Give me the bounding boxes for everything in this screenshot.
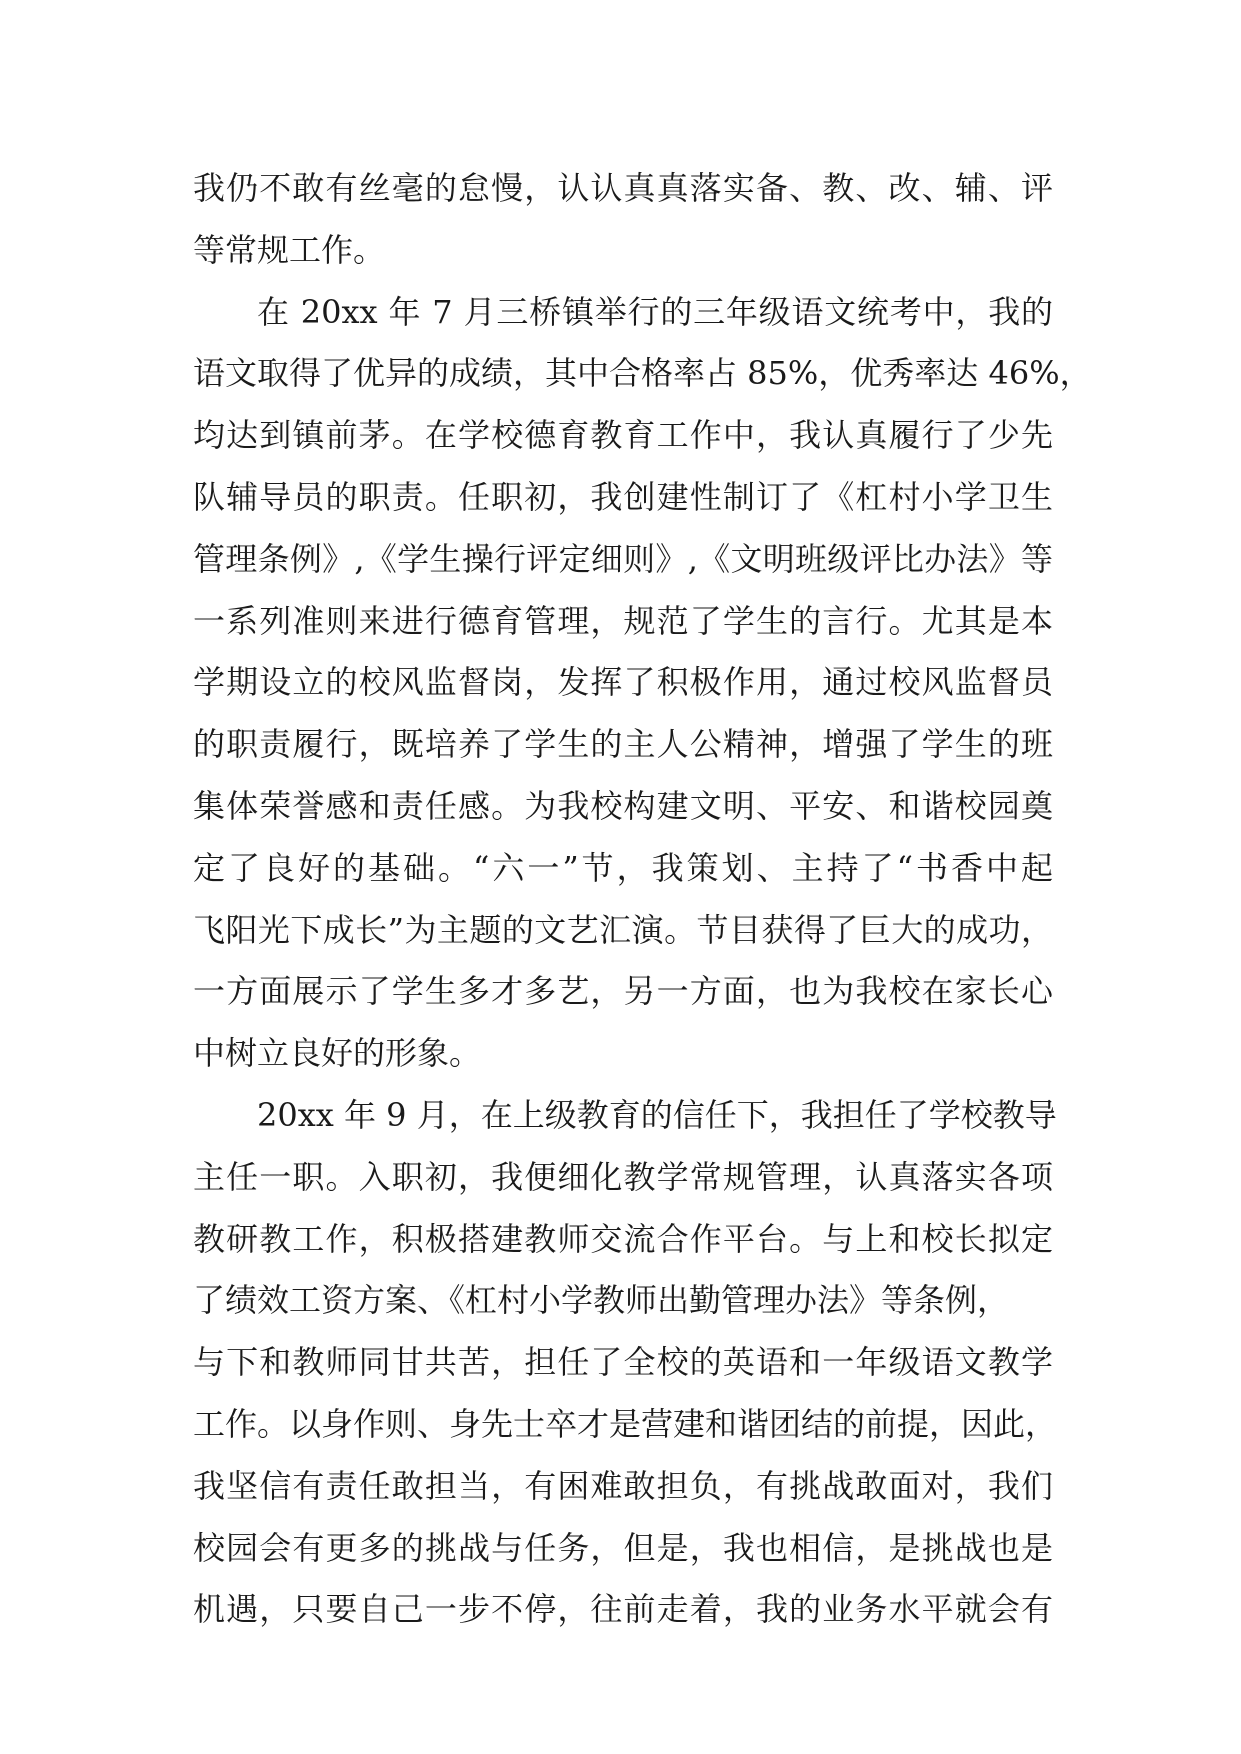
text-line: 定了良好的基础。“六一”节，我策划、主持了“书香中起 <box>193 848 1053 887</box>
text-line: 学期设立的校风监督岗，发挥了积极作用，通过校风监督员 <box>193 663 1053 702</box>
text-line: 语文取得了优异的成绩，其中合格率占 85%，优秀率达 46%， <box>193 354 1092 393</box>
text-line: 中树立良好的形象。 <box>193 1034 482 1073</box>
text-line: 均达到镇前茅。在学校德育教育工作中，我认真履行了少先 <box>193 416 1053 455</box>
text-line: 机遇，只要自己一步不停，往前走着，我的业务水平就会有 <box>193 1590 1053 1629</box>
text-line: 一方面展示了学生多才多艺，另一方面，也为我校在家长心 <box>193 972 1053 1011</box>
text-line: 等常规工作。 <box>193 230 386 269</box>
text-line: 与下和教师同甘共苦，担任了全校的英语和一年级语文教学 <box>193 1343 1053 1382</box>
text-line: 我坚信有责任敢担当，有困难敢担负，有挑战敢面对，我们 <box>193 1466 1053 1505</box>
body-text <box>193 158 1092 1641</box>
paragraph-first-line: 20xx 年 9 月，在上级教育的信任下，我担任了学校教导 <box>257 1095 1057 1134</box>
text-line: 校园会有更多的挑战与任务，但是，我也相信，是挑战也是 <box>193 1528 1053 1567</box>
text-line: 集体荣誉感和责任感。为我校构建文明、平安、和谐校园奠 <box>193 786 1053 825</box>
text-line: 管理条例》,《学生操行评定细则》,《文明班级评比办法》等 <box>193 539 1053 578</box>
text-line: 工作。以身作则、身先士卒才是营建和谐团结的前提，因此， <box>193 1404 1058 1443</box>
text-line: 一系列准则来进行德育管理，规范了学生的言行。尤其是本 <box>193 601 1053 640</box>
text-line: 了绩效工资方案、《杠村小学教师出勤管理办法》等条例， <box>193 1281 1010 1320</box>
text-line: 主任一职。入职初，我便细化教学常规管理，认真落实各项 <box>193 1157 1053 1196</box>
text-line: 教研教工作，积极搭建教师交流合作平台。与上和校长拟定 <box>193 1219 1053 1258</box>
text-line: 我仍不敢有丝毫的怠慢，认认真真落实备、教、改、辅、评 <box>193 169 1053 207</box>
paragraph-first-line: 在 20xx 年 7 月三桥镇举行的三年级语文统考中，我的 <box>257 292 1053 331</box>
text-line: 队辅导员的职责。任职初，我创建性制订了《杠村小学卫生 <box>193 477 1053 516</box>
text-line: 飞阳光下成长”为主题的文艺汇演。节目获得了巨大的成功， <box>193 910 1053 949</box>
text-line: 的职责履行，既培养了学生的主人公精神，增强了学生的班 <box>193 725 1053 764</box>
